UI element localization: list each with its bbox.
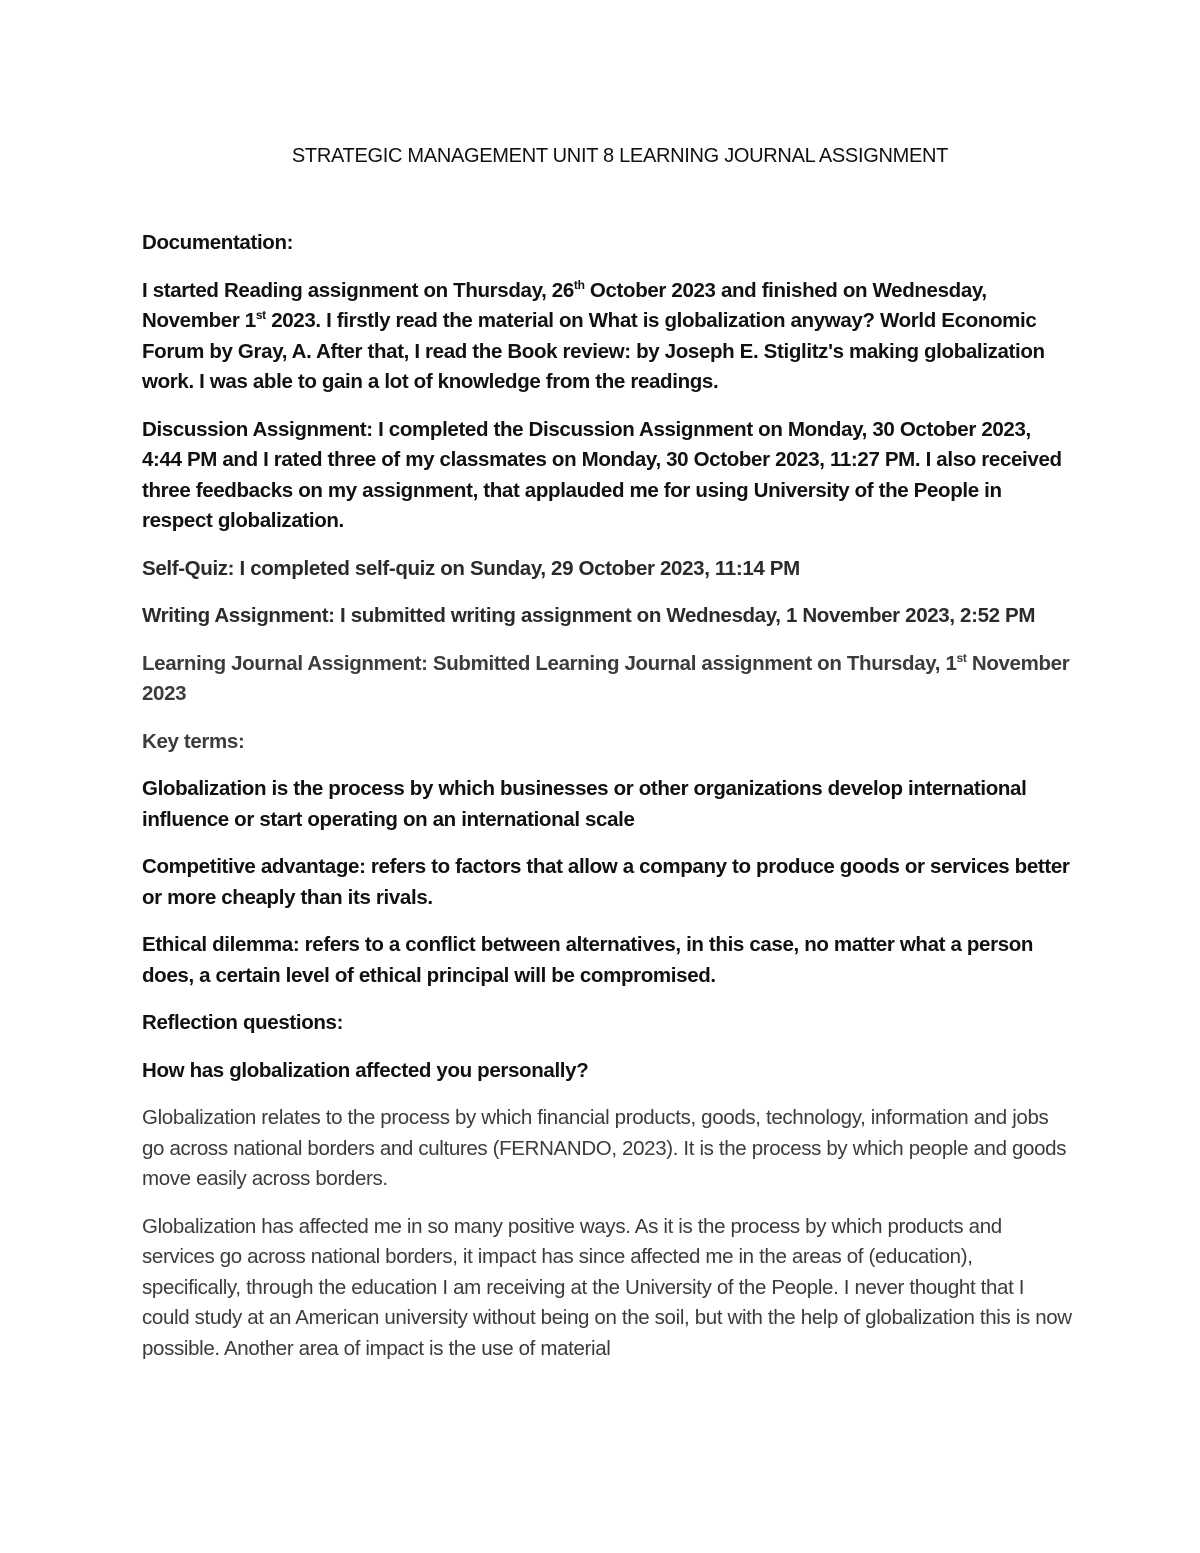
self-quiz-paragraph: Self-Quiz: I completed self-quiz on Sunday, 29 October 2023, 11:14 PM — [142, 556, 800, 580]
reflection-heading: Reflection questions: — [142, 1011, 344, 1034]
term-competitive-advantage: Competitive advantage: refers to factors that allow a company to produce goods or services better or more cheaply than its rivals. — [142, 855, 1070, 909]
reading-text-2: October 2023 and finished on Wednesday, November 1 — [142, 278, 987, 332]
reading-text-3: 2023. I firstly read the material on What is globalization anyway? World Economic Forum by Gray, A. After that, I read the Book review: by Joseph E. Stiglitz's making globalization work. I was able to gain a lot of knowledge from the readings. — [142, 309, 1045, 393]
learning-journal-superscript: st — [956, 650, 967, 665]
learning-journal-paragraph — [142, 649, 1072, 710]
documentation-heading: Documentation: — [142, 231, 294, 254]
reading-superscript-1: th — [573, 277, 585, 292]
learning-journal-text-1: Learning Journal Assignment: Submitted Learning Journal assignment on Thursday, 1 — [142, 651, 957, 675]
document-title: STRATEGIC MANAGEMENT UNIT 8 LEARNING JOURNAL ASSIGNMENT — [291, 145, 949, 167]
writing-paragraph: Writing Assignment: I submitted writing assignment on Wednesday, 1 November 2023, 2:52 PM — [142, 604, 1036, 627]
answer-paragraph-2: Globalization has affected me in so many positive ways. As it is the process by which products and services go across national borders, it impact has since affected me in the areas of (education), specifically, through the education I am receiving at the University of the People. I never thought that I could study at an American university without being on the soil, but with the help of globalization this is now possible. Another area of impact is the use of material — [142, 1214, 1072, 1360]
term-ethical-dilemma: Ethical dilemma: refers to a conflict between alternatives, in this case, no matter what a person does, a certain level of ethical principal will be compromised. — [142, 933, 1034, 987]
term-globalization: Globalization is the process by which businesses or other organizations develop international influence or start operating on an international scale — [142, 777, 1027, 831]
key-terms-heading: Key terms: — [142, 729, 245, 753]
reflection-question-1: How has globalization affected you personally? — [142, 1058, 589, 1082]
document-body — [142, 228, 1072, 1381]
discussion-paragraph: Discussion Assignment: I completed the Discussion Assignment on Monday, 30 October 2023, 4:44 PM and I rated three of my classmates on Monday, 30 October 2023, 11:27 PM. I also received three feedbacks on my assignment, that applauded me for using University of the People in respect globalization. — [142, 417, 1062, 532]
reading-paragraph — [142, 276, 1072, 398]
reading-text-1: I started Reading assignment on Thursday, 26 — [142, 278, 574, 302]
answer-paragraph-1: Globalization relates to the process by which financial products, goods, technology, information and jobs go across national borders and cultures (FERNANDO, 2023). It is the process by which people and goods move easily across borders. — [142, 1106, 1067, 1190]
learning-journal-text-2: November 2023 — [142, 651, 1070, 705]
reading-superscript-2: st — [255, 308, 266, 322]
